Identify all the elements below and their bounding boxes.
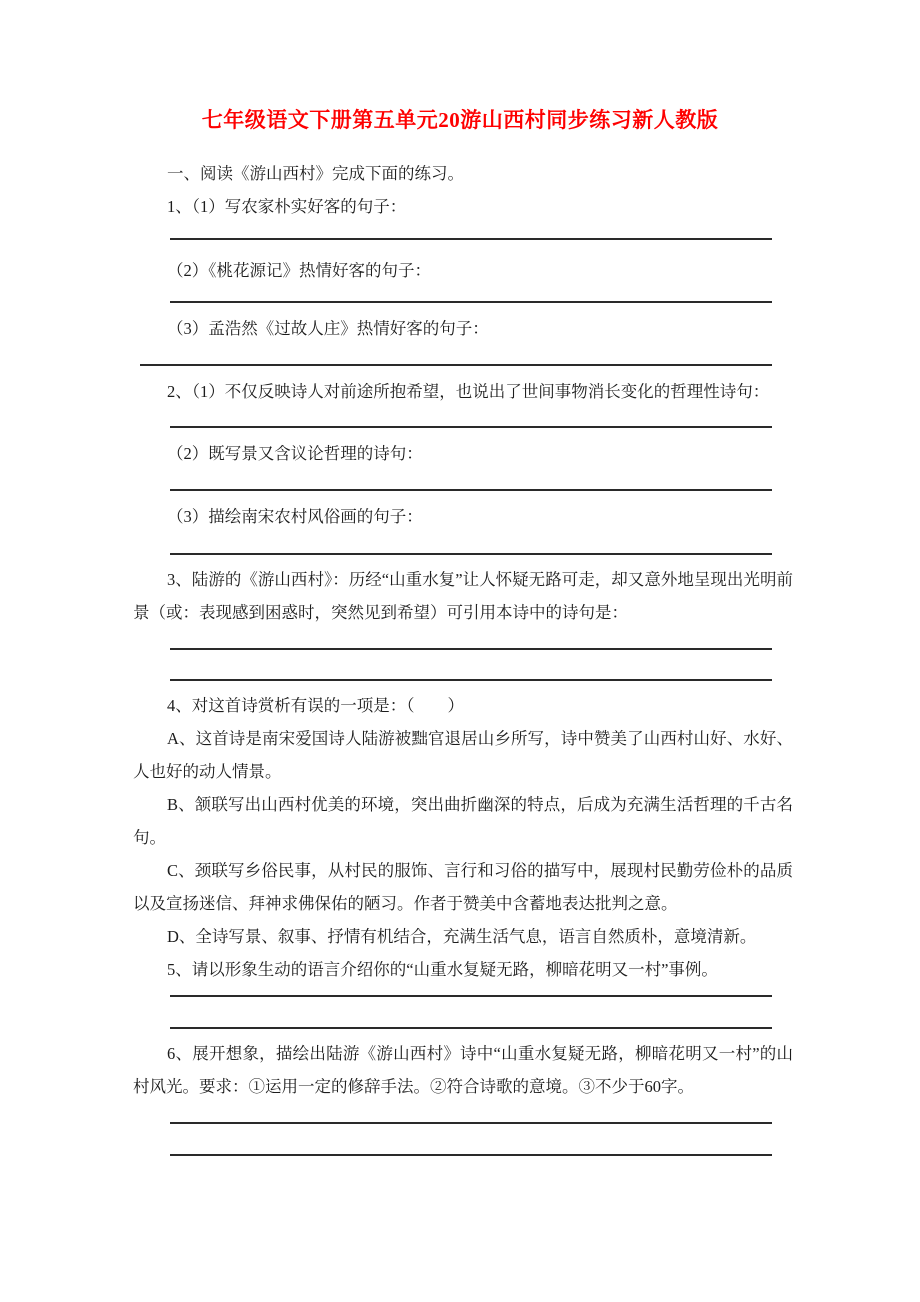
intro-text: 一、阅读《游山西村》完成下面的练习。 — [167, 164, 464, 183]
answer-blank — [170, 301, 772, 303]
question-text: （2）既写景又含议论哲理的诗句： — [167, 444, 423, 463]
answer-blank — [170, 553, 772, 555]
question-text: 2、（1）不仅反映诗人对前途所抱希望，也说出了世间事物消长变化的哲理性诗句： — [167, 382, 770, 401]
answer-blank — [170, 1027, 772, 1029]
page-title: 七年级语文下册第五单元20游山西村同步练习新人教版 — [201, 108, 719, 132]
question-6 — [133, 1037, 793, 1103]
answer-blank — [170, 1154, 772, 1156]
question-4-option-a: A、这首诗是南宋爱国诗人陆游被黜官退居山乡所写，诗中赞美了山西村山好、水好、人也好的动人情景。 — [133, 729, 793, 781]
answer-blank — [170, 489, 772, 491]
section-intro — [133, 157, 793, 190]
question-text: 3、陆游的《游山西村》：历经“山重水复”让人怀疑无路可走，却又意外地呈现出光明前景（或：表现感到困惑时，突然见到希望）可引用本诗中的诗句是： — [133, 570, 793, 622]
answer-blank — [140, 364, 772, 366]
question-text: （3）描绘南宋农村风俗画的句子： — [167, 507, 423, 526]
answer-blank — [170, 648, 772, 650]
answer-blank — [170, 679, 772, 681]
question-2-part-1 — [133, 375, 793, 408]
question-2-part-2 — [133, 437, 793, 470]
answer-blank — [170, 995, 772, 997]
answer-blank — [170, 426, 772, 428]
question-4-block — [133, 689, 793, 986]
question-text: （3）孟浩然《过故人庄》热情好客的句子： — [167, 319, 489, 338]
question-1-part-3 — [133, 312, 793, 345]
question-5: 5、请以形象生动的语言介绍你的“山重水复疑无路，柳暗花明又一村”事例。 — [167, 960, 718, 979]
question-4-option-b: B、颔联写出山西村优美的环境，突出曲折幽深的特点，后成为充满生活哲理的千古名句。 — [133, 795, 793, 847]
question-text: 1、（1）写农家朴实好客的句子： — [167, 197, 407, 216]
question-4-option-d: D、全诗写景、叙事、抒情有机结合，充满生活气息，语言自然质朴，意境清新。 — [167, 927, 757, 946]
question-text: 6、展开想象，描绘出陆游《游山西村》诗中“山重水复疑无路，柳暗花明又一村”的山村风光。要求：①运用一定的修辞手法。②符合诗歌的意境。③不少于60字。 — [133, 1044, 793, 1096]
question-1-part-2 — [133, 254, 793, 287]
question-4-option-c: C、颈联写乡俗民事，从村民的服饰、言行和习俗的描写中，展现村民勤劳俭朴的品质以及宣扬迷信、拜神求佛保佑的陋习。作者于赞美中含蓄地表达批判之意。 — [133, 861, 793, 913]
question-text: （2）《桃花源记》热情好客的句子： — [167, 261, 431, 280]
question-2-part-3 — [133, 500, 793, 533]
answer-blank — [170, 238, 772, 240]
question-4-stem: 4、对这首诗赏析有误的一项是：（ ） — [167, 696, 464, 715]
answer-blank — [170, 1122, 772, 1124]
question-1-part-1 — [133, 190, 793, 223]
question-3 — [133, 563, 793, 629]
